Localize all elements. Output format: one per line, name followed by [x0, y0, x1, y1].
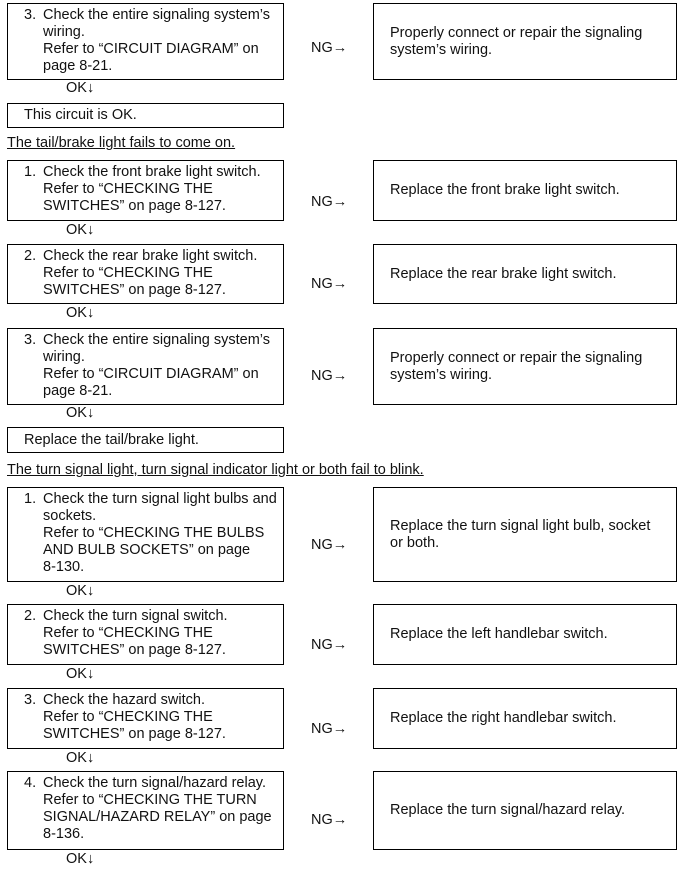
step-line: Refer to “CIRCUIT DIAGRAM” on [43, 41, 259, 57]
step-line: page 8-21. [43, 383, 113, 399]
step-number: 3. [24, 692, 37, 708]
step-line: sockets. [43, 508, 97, 524]
action-replace-front-brake-switch [373, 160, 677, 221]
section-heading-turn-signal: The turn signal light, turn signal indicator light or both fail to blink. [7, 462, 424, 478]
ok-arrow: OK↓ [66, 583, 95, 599]
step-line: Check the front brake light switch. [43, 164, 261, 180]
action-text: Replace the turn signal light bulb, socket or both. [390, 517, 651, 551]
ng-arrow: NG→ [311, 40, 348, 56]
step-line: 8-136. [43, 826, 85, 842]
step-line: AND BULB SOCKETS” on page [43, 542, 251, 558]
step-number: 3. [24, 332, 37, 348]
action-text: Replace the rear brake light switch. [390, 265, 617, 282]
section-heading-tail-brake: The tail/brake light fails to come on. [7, 135, 236, 151]
step-line: 8-130. [43, 559, 85, 575]
action-text: Replace the front brake light switch. [390, 182, 620, 198]
action-replace-relay [373, 771, 677, 850]
step-1-front-brake-switch [7, 160, 284, 221]
step-line: Refer to “CHECKING THE BULBS [43, 525, 265, 541]
action-text: Properly connect or repair the signaling system’s wiring. [390, 349, 643, 383]
step-number: 1. [24, 164, 37, 180]
ng-arrow: NG→ [311, 637, 348, 653]
step-number: 1. [24, 491, 37, 507]
action-repair-wiring [373, 3, 677, 80]
ok-arrow: OK↓ [66, 851, 95, 867]
step-line: Check the turn signal switch. [43, 608, 228, 624]
step-line: Check the entire signaling system’s [43, 7, 271, 23]
step-line: wiring. [43, 24, 85, 40]
action-replace-right-handlebar-switch [373, 688, 677, 749]
ok-arrow: OK↓ [66, 750, 95, 766]
ok-arrow: OK↓ [66, 80, 95, 96]
result-text: Replace the tail/brake light. [24, 431, 199, 448]
action-replace-bulb-socket [373, 487, 677, 582]
ng-arrow: NG→ [311, 194, 348, 210]
step-line: Check the turn signal light bulbs and [43, 491, 277, 507]
step-line: Check the turn signal/hazard relay. [43, 775, 266, 791]
step-3-wiring-check [7, 3, 284, 80]
step-line: Refer to “CIRCUIT DIAGRAM” on [43, 366, 259, 382]
step-line: SWITCHES” on page 8-127. [43, 726, 226, 742]
step-4-turn-signal-hazard-relay [7, 771, 284, 850]
ok-arrow: OK↓ [66, 222, 95, 238]
step-number: 2. [24, 608, 37, 624]
step-number: 3. [24, 7, 37, 23]
action-replace-rear-brake-switch [373, 244, 677, 304]
action-text: Replace the turn signal/hazard relay. [390, 802, 626, 818]
ng-arrow: NG→ [311, 721, 348, 737]
ng-arrow: NG→ [311, 537, 348, 553]
step-line: Check the rear brake light switch. [43, 248, 258, 264]
step-line: SIGNAL/HAZARD RELAY” on page [43, 809, 272, 825]
action-repair-wiring [373, 328, 677, 405]
step-3-wiring-check [7, 328, 284, 405]
step-3-hazard-switch [7, 688, 284, 749]
step-line: Refer to “CHECKING THE TURN [43, 792, 257, 808]
step-line: page 8-21. [43, 58, 113, 74]
step-line: Refer to “CHECKING THE [43, 625, 213, 641]
step-line: Refer to “CHECKING THE [43, 265, 213, 281]
result-circuit-ok [7, 103, 284, 128]
step-number: 4. [24, 775, 37, 791]
step-line: Refer to “CHECKING THE [43, 709, 213, 725]
step-2-turn-signal-switch [7, 604, 284, 665]
result-replace-tail-brake-light [7, 427, 284, 453]
result-text: This circuit is OK. [24, 107, 137, 123]
ok-arrow: OK↓ [66, 405, 95, 421]
step-line: SWITCHES” on page 8-127. [43, 282, 226, 298]
step-line: Refer to “CHECKING THE [43, 181, 213, 197]
ok-arrow: OK↓ [66, 305, 95, 321]
action-text: Replace the right handlebar switch. [390, 710, 617, 726]
action-replace-left-handlebar-switch [373, 604, 677, 665]
step-line: wiring. [43, 349, 85, 365]
step-2-rear-brake-switch [7, 244, 284, 304]
step-1-bulbs-sockets [7, 487, 284, 582]
action-text: Properly connect or repair the signaling system’s wiring. [390, 24, 643, 58]
step-number: 2. [24, 248, 37, 264]
step-line: Check the entire signaling system’s [43, 332, 271, 348]
action-text: Replace the left handlebar switch. [390, 626, 608, 642]
ok-arrow: OK↓ [66, 666, 95, 682]
ng-arrow: NG→ [311, 812, 348, 828]
ng-arrow: NG→ [311, 368, 348, 384]
step-line: SWITCHES” on page 8-127. [43, 198, 226, 214]
ng-arrow: NG→ [311, 276, 348, 292]
step-line: Check the hazard switch. [43, 692, 205, 708]
step-line: SWITCHES” on page 8-127. [43, 642, 226, 658]
